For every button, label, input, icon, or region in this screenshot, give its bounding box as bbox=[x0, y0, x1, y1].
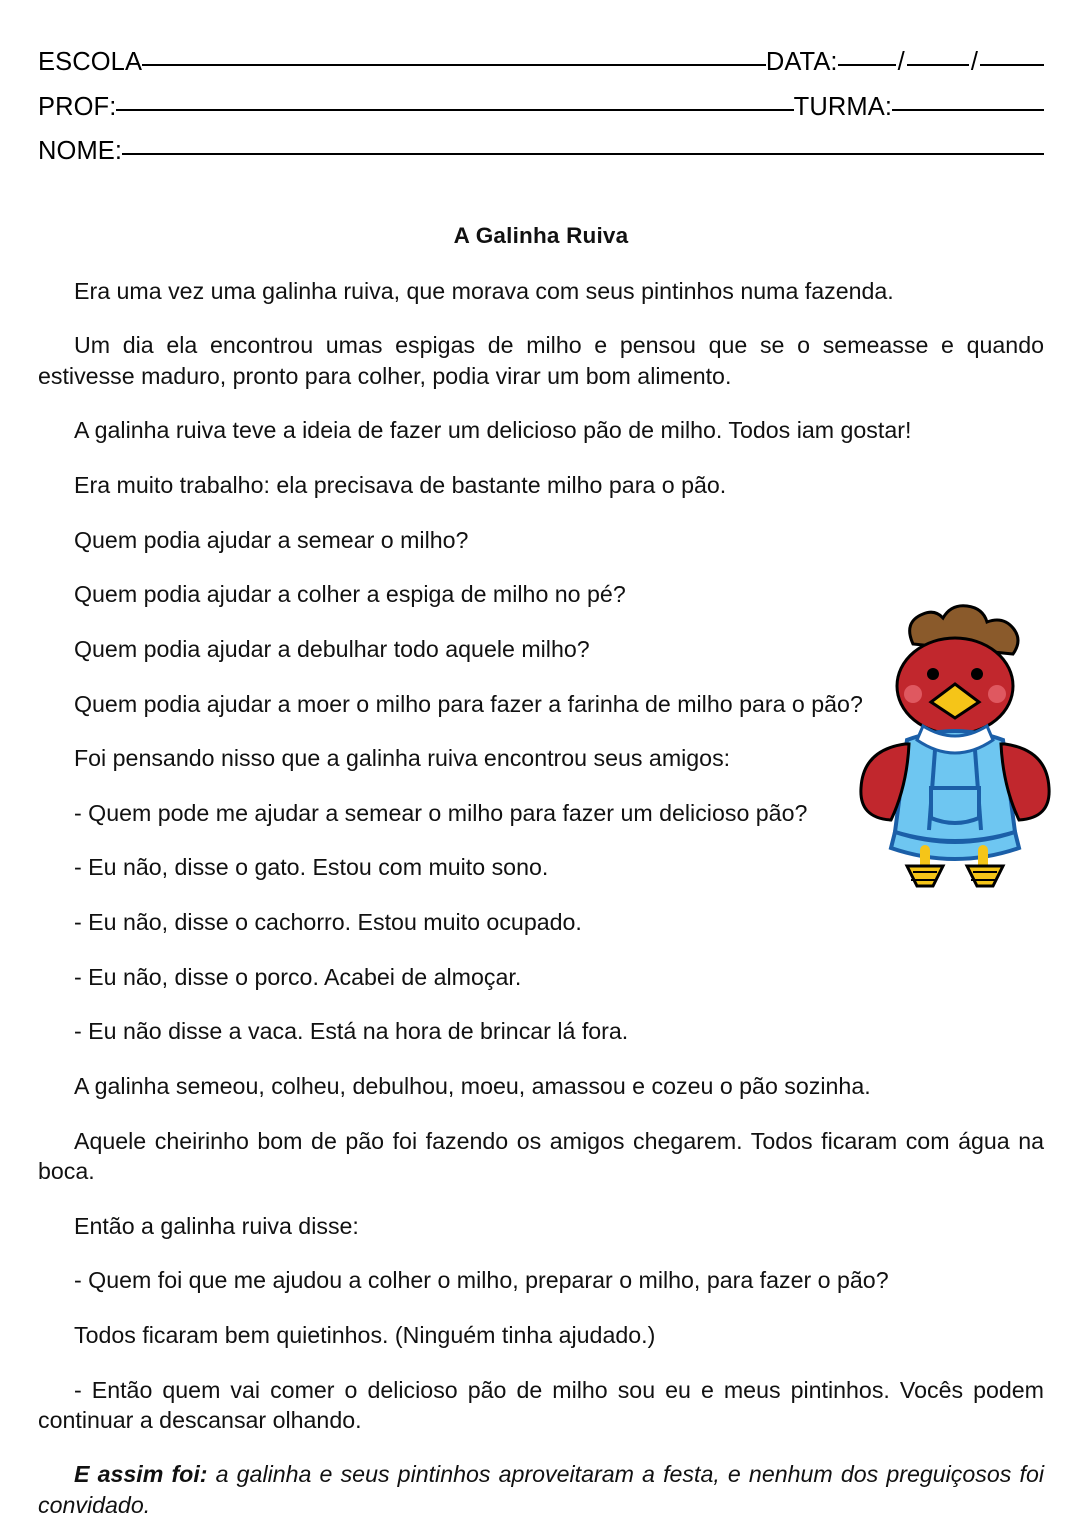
name-input-line[interactable] bbox=[122, 153, 1044, 155]
story-paragraph: Era uma vez uma galinha ruiva, que morava com seus pintinhos numa fazenda. bbox=[74, 277, 894, 304]
story-dialog-line: - Eu não, disse o gato. Estou com muito sono. bbox=[74, 854, 549, 881]
story-closing-rest: a galinha e seus pintinhos aproveitaram a festa, e nenhum dos preguiçosos foi convidado. bbox=[38, 1461, 1044, 1518]
date-slash-1: / bbox=[897, 48, 905, 76]
story-paragraph: Então a galinha ruiva disse: bbox=[74, 1212, 359, 1239]
story-title: A Galinha Ruiva bbox=[453, 222, 629, 248]
date-slash-2: / bbox=[970, 48, 978, 76]
name-row bbox=[38, 139, 1044, 165]
story-paragraph: Era muito trabalho: ela precisava de bastante milho para o pão. bbox=[74, 471, 727, 498]
story-dialog-line: - Eu não, disse o cachorro. Estou muito ocupado. bbox=[74, 909, 582, 936]
story-paragraph: Aquele cheirinho bom de pão foi fazendo os amigos chegarem. Todos ficaram com água na boca. bbox=[38, 1127, 1044, 1184]
school-input-line[interactable] bbox=[142, 64, 766, 66]
story-dialog-line: - Então quem vai comer o delicioso pão de milho sou eu e meus pintinhos. Vocês podem continuar a descansar olhando. bbox=[38, 1376, 1044, 1433]
story-dialog-line: - Quem pode me ajudar a semear o milho para fazer um delicioso pão? bbox=[74, 799, 808, 826]
prof-class-row bbox=[38, 92, 1044, 121]
story-paragraph: Um dia ela encontrou umas espigas de milho e pensou que se o semeasse e quando estivesse maduro, pronto para colher, podia virar um bom alimento. bbox=[38, 332, 1044, 389]
prof-label: PROF: bbox=[38, 92, 117, 121]
school-date-row bbox=[38, 50, 1044, 76]
school-label: ESCOLA bbox=[38, 48, 143, 76]
story-paragraph: A galinha semeou, colheu, debulhou, moeu, amassou e cozeu o pão sozinha. bbox=[74, 1073, 871, 1100]
story-dialog-line: - Eu não disse a vaca. Está na hora de brincar lá fora. bbox=[74, 1018, 629, 1045]
date-label: DATA: bbox=[765, 48, 838, 76]
story-paragraph: Quem podia ajudar a moer o milho para fazer a farinha de milho para o pão? bbox=[74, 690, 863, 717]
story-paragraph: Quem podia ajudar a semear o milho? bbox=[74, 526, 469, 553]
date-day-input-line[interactable] bbox=[838, 64, 896, 66]
story-dialog-line: - Quem foi que me ajudou a colher o milho, preparar o milho, para fazer o pão? bbox=[74, 1267, 889, 1294]
story-closing-bold: E assim foi: bbox=[74, 1461, 208, 1488]
story-paragraph: Todos ficaram bem quietinhos. (Ninguém tinha ajudado.) bbox=[74, 1321, 656, 1348]
name-label: NOME: bbox=[38, 137, 123, 165]
story-paragraph: Quem podia ajudar a debulhar todo aquele milho? bbox=[74, 635, 590, 662]
story-paragraph: Foi pensando nisso que a galinha ruiva encontrou seus amigos: bbox=[74, 745, 731, 772]
story-paragraph: A galinha ruiva teve a ideia de fazer um delicioso pão de milho. Todos iam gostar! bbox=[74, 417, 912, 444]
date-month-input-line[interactable] bbox=[907, 64, 969, 66]
class-label: TURMA: bbox=[793, 92, 892, 121]
class-input-line[interactable] bbox=[892, 109, 1044, 111]
date-year-input-line[interactable] bbox=[980, 64, 1044, 66]
student-info-header bbox=[38, 50, 1044, 165]
prof-input-line[interactable] bbox=[116, 109, 793, 111]
story-dialog-line: - Eu não, disse o porco. Acabei de almoçar. bbox=[74, 963, 522, 990]
story-paragraph: Quem podia ajudar a colher a espiga de milho no pé? bbox=[74, 581, 626, 608]
story-body bbox=[38, 221, 1044, 1520]
story-closing bbox=[38, 1459, 1044, 1519]
